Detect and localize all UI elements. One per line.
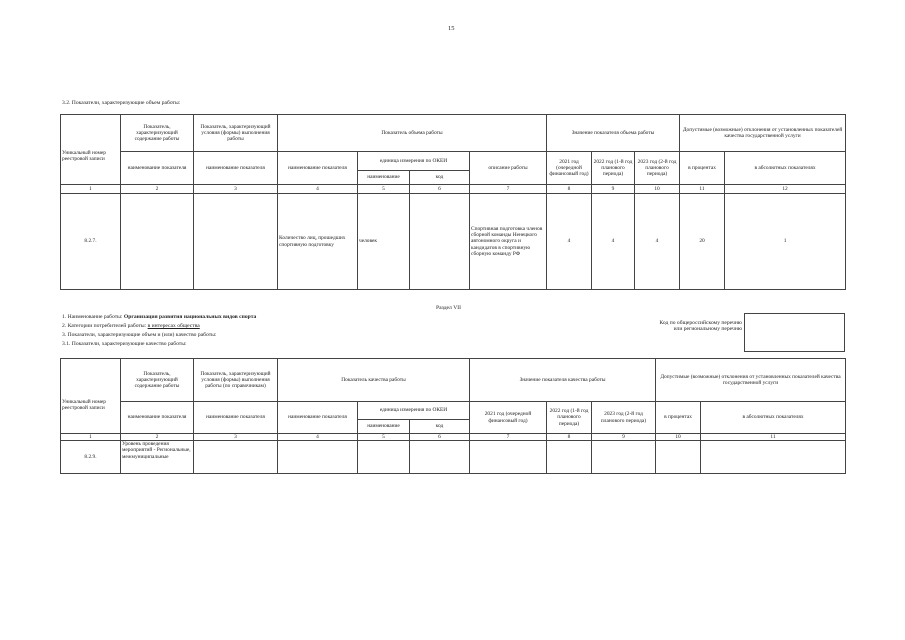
row-indicator: Количество лиц, прошедших спортивную подготовку — [278, 194, 358, 290]
row-unit-code — [410, 194, 470, 290]
content-name-header: наименование показателя — [121, 402, 194, 434]
col-number: 10 — [656, 434, 701, 441]
quality-table — [60, 358, 846, 474]
absolute-header: в абсолютных показателях — [725, 152, 846, 185]
col-number: 5 — [358, 434, 410, 441]
col-unique-header: Уникальный номер реестровой записи — [61, 359, 121, 434]
work-name-label: 1. Наименование работы: — [62, 314, 123, 320]
content-name-header: наименование показателя — [121, 152, 194, 185]
year-2021-header: 2021 год (очередной финансовый год) — [470, 402, 547, 434]
year-2021-header: 2021 год (очередной финансовый год) — [547, 152, 592, 185]
row-value-2022: 4 — [592, 194, 635, 290]
quality-indicators-line: 3.1. Показатели, характеризующие качество работы: — [62, 341, 187, 347]
row-value-2022 — [547, 441, 592, 474]
col-value-header: Значение показателя качества работы — [470, 359, 656, 402]
row-value-2023: 4 — [635, 194, 680, 290]
year-2023-header: 2023 год (2-й год планового периода) — [635, 152, 680, 185]
col-unique-header: Уникальный номер реестровой записи — [61, 115, 121, 185]
row-percent: 20 — [680, 194, 725, 290]
percent-header: в процентах — [656, 402, 701, 434]
col-number: 1 — [61, 185, 121, 194]
col-number: 5 — [358, 185, 410, 194]
conditions-name-header: наименование показателя — [194, 152, 278, 185]
code-label: Код по общероссийскому перечню или региональному перечню — [659, 320, 742, 333]
row-percent — [656, 441, 701, 474]
year-2022-header: 2022 год (1-й год планового периода) — [547, 402, 592, 434]
row-unit-name: человек — [358, 194, 410, 290]
percent-header: в процентах — [680, 152, 725, 185]
row-description: Спортивная подготовка членов сборной команды Ненецкого автономного округа и кандидатов в спортивную сборную команду РФ — [470, 194, 547, 290]
col-volume-header: Показатель объема работы — [278, 115, 547, 152]
row-reg-number: 8.2.9. — [61, 441, 121, 474]
col-deviation-header: Допустимые (возможные) отклонения от установленных показателей качества государственной услуги — [680, 115, 846, 152]
row-value-2023 — [592, 441, 656, 474]
unit-code-header: код — [410, 420, 470, 434]
col-number: 2 — [121, 185, 194, 194]
row-reg-number: 8.2.7. — [61, 194, 121, 290]
year-2022-header: 2022 год (1-й год планового периода) — [592, 152, 635, 185]
unit-code-header: код — [410, 171, 470, 185]
col-number: 10 — [635, 185, 680, 194]
consumers-label: 2. Категории потребителей работы: — [62, 323, 147, 329]
row-content: Уровень проведения мероприятий - Региональные, межмуниципальные — [121, 441, 194, 474]
row-absolute — [701, 441, 846, 474]
work-name-line — [62, 314, 256, 320]
col-number: 11 — [680, 185, 725, 194]
row-value-2021 — [470, 441, 547, 474]
indicators-line: 3. Показатели, характеризующие объем и (или) качество работы: — [62, 332, 217, 338]
unit-name-header: наименование — [358, 171, 410, 185]
page-number: 15 — [448, 25, 455, 32]
col-number: 9 — [592, 185, 635, 194]
col-number: 6 — [410, 434, 470, 441]
section-heading-volume: 3.2. Показатели, характеризующие объем работы: — [62, 100, 181, 106]
row-unit-name — [358, 441, 410, 474]
row-conditions — [194, 441, 278, 474]
row-conditions — [194, 194, 278, 290]
col-value-header: Значение показателя объема работы — [547, 115, 680, 152]
section-title: Раздел VII — [436, 305, 461, 311]
col-number: 7 — [470, 185, 547, 194]
description-header: описание работы — [470, 152, 547, 185]
row-indicator — [278, 441, 358, 474]
col-number: 4 — [278, 185, 358, 194]
col-number: 1 — [61, 434, 121, 441]
col-conditions-header: Показатель, характеризующий условия (формы) выполнения работы — [194, 115, 278, 152]
col-number: 11 — [701, 434, 846, 441]
col-number: 9 — [592, 434, 656, 441]
col-number: 6 — [410, 185, 470, 194]
col-deviation-header: Допустимые (возможные) отклонения от установленных показателей качества государственной услуги — [656, 359, 846, 402]
work-name-value: Организация развития национальных видов спорта — [123, 314, 257, 320]
absolute-header: в абсолютных показателях — [701, 402, 846, 434]
consumers-line — [62, 323, 200, 329]
col-number: 3 — [194, 185, 278, 194]
col-number: 2 — [121, 434, 194, 441]
unit-name-header: наименование — [358, 420, 410, 434]
col-conditions-header: Показатель, характеризующий условия (формы) выполнения работы (по справочникам) — [194, 359, 278, 402]
col-quality-header: Показатель качества работы — [278, 359, 470, 402]
conditions-name-header: наименование показателя — [194, 402, 278, 434]
consumers-value: в интересах общества — [147, 323, 200, 329]
row-unit-code — [410, 441, 470, 474]
col-number: 8 — [547, 434, 592, 441]
col-number: 3 — [194, 434, 278, 441]
col-number: 12 — [725, 185, 846, 194]
volume-name-header: наименование показателя — [278, 152, 358, 185]
col-content-header: Показатель, характеризующий содержание работы — [121, 115, 194, 152]
year-2023-header: 2023 год (2-й год планового периода) — [592, 402, 656, 434]
code-box — [744, 313, 845, 352]
quality-name-header: наименование показателя — [278, 402, 358, 434]
unit-okei-header: единица измерения по ОКЕИ — [358, 402, 470, 420]
col-content-header: Показатель, характеризующий содержание работы — [121, 359, 194, 402]
col-number: 4 — [278, 434, 358, 441]
row-content — [121, 194, 194, 290]
col-number: 8 — [547, 185, 592, 194]
row-value-2021: 4 — [547, 194, 592, 290]
unit-okei-header: единица измерения по ОКЕИ — [358, 152, 470, 171]
row-absolute: 1 — [725, 194, 846, 290]
col-number: 7 — [470, 434, 547, 441]
volume-table — [60, 114, 846, 290]
